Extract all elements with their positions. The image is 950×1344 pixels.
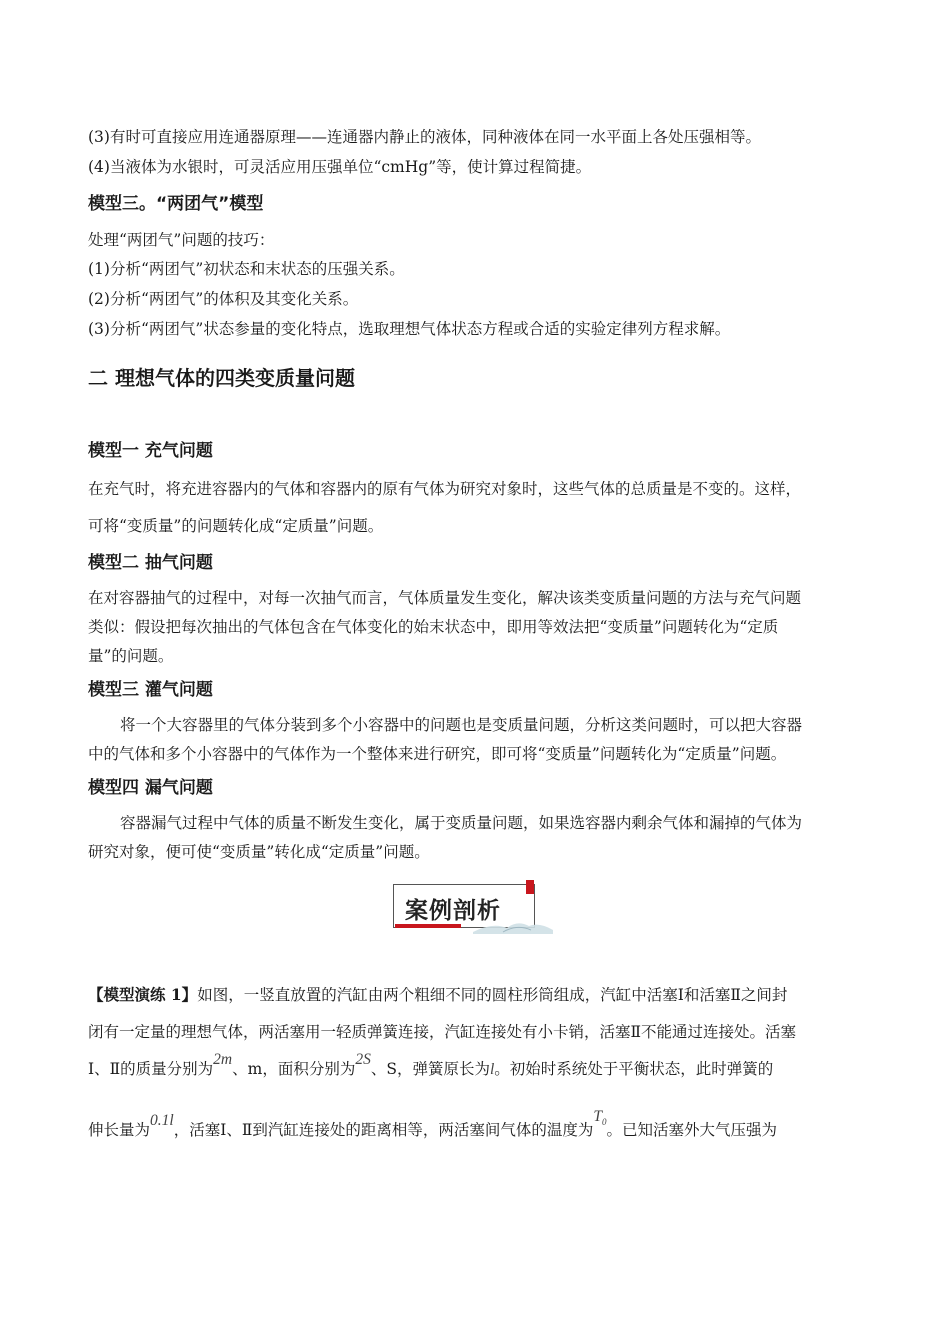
math-2m: 2m [213, 1051, 233, 1068]
text-line: (3)分析“两团气”状态参量的变化特点，选取理想气体状态方程或合适的实验定律列方程求解。 [88, 320, 731, 338]
math-2s: 2S [355, 1051, 371, 1068]
section-heading: 二 理想气体的四类变质量问题 [88, 366, 355, 390]
text-line: 在充气时，将充进容器内的气体和容器内的原有气体为研究对象时，这些气体的总质量是不变的。这样， [88, 480, 802, 498]
text-line: (1)分析“两团气”初状态和末状态的压强关系。 [88, 260, 405, 278]
badge-accent [526, 880, 534, 894]
model-heading: 模型二 抽气问题 [88, 553, 213, 573]
text-line: 可将“变质量”的问题转化成“定质量”问题。 [88, 517, 384, 535]
example-text: 如图，一竖直放置的汽缸由两个粗细不同的圆柱形筒组成，汽缸中活塞Ⅰ和活塞Ⅱ之间封 [197, 986, 788, 1004]
example-text: 、S，弹簧原长为 [370, 1060, 490, 1078]
example-text: 伸长量为 [88, 1121, 151, 1139]
example-line [88, 1108, 778, 1141]
text-line: 处理“两团气”问题的技巧： [88, 231, 275, 249]
example-line: 闭有一定量的理想气体，两活塞用一轻质弹簧连接，汽缸连接处有小卡销，活塞Ⅱ不能通过连接处。活塞 [88, 1023, 797, 1041]
text-line: 在对容器抽气的过程中，对每一次抽气而言，气体质量发生变化，解决该类变质量问题的方法与充气问题 [88, 589, 802, 607]
example-text: ，活塞Ⅰ、Ⅱ到汽缸连接处的距离相等，两活塞间气体的温度为 [173, 1121, 594, 1139]
example-text: 。初始时系统处于平衡状态，此时弹簧的 [494, 1060, 774, 1078]
text-line: 研究对象，便可使“变质量”转化成“定质量”问题。 [88, 843, 430, 861]
example-tag: 【模型演练 1】 [88, 985, 198, 1004]
example-line [88, 983, 787, 1005]
example-text: 。已知活塞外大气压强为 [606, 1121, 778, 1139]
text-line: 中的气体和多个小容器中的气体作为一个整体来进行研究，即可将“变质量”问题转化为“定质量”问题。 [88, 745, 787, 763]
text-line: 类似：假设把每次抽出的气体包含在气体变化的始末状态中，即用等效法把“变质量”问题转化为“定质 [88, 618, 779, 636]
math-temperature: $T_0$ [593, 1108, 607, 1128]
text-line: 容器漏气过程中气体的质量不断发生变化，属于变质量问题，如果选容器内剩余气体和漏掉的气体为 [120, 814, 803, 832]
text-line: 将一个大容器里的气体分装到多个小容器中的问题也是变质量问题，分析这类问题时，可以把大容器 [120, 716, 803, 734]
example-text: 、m，面积分别为 [232, 1060, 356, 1078]
model-heading: 模型四 漏气问题 [88, 778, 213, 798]
text-line: (4)当液体为水银时，可灵活应用压强单位“cmHg”等，使计算过程简捷。 [88, 158, 592, 176]
model-heading: 模型一 充气问题 [88, 441, 213, 461]
model-heading: 模型三。“两团气”模型 [88, 194, 264, 214]
model-heading: 模型三 灌气问题 [88, 680, 213, 700]
math-extension: 0.1l [150, 1112, 174, 1129]
math-l: l [489, 1061, 495, 1078]
example-line [88, 1051, 774, 1079]
badge-label: 案例剖析 [405, 898, 501, 924]
text-line: 量”的问题。 [88, 647, 174, 665]
text-line: (2)分析“两团气”的体积及其变化关系。 [88, 290, 359, 308]
example-text: Ⅰ、Ⅱ的质量分别为 [88, 1060, 214, 1078]
text-line: (3)有时可直接应用连通器原理——连通器内静止的液体，同种液体在同一水平面上各处压强相等。 [88, 128, 761, 146]
case-analysis-badge [393, 880, 539, 932]
